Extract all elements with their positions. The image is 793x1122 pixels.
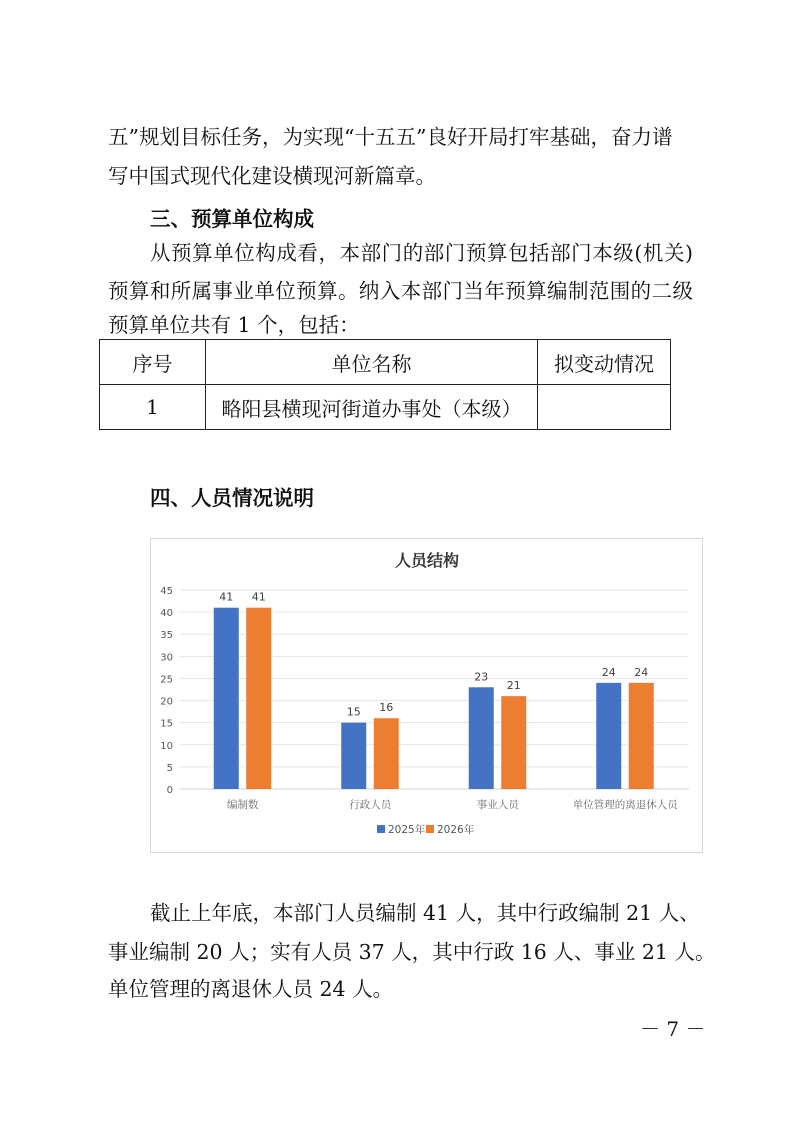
legend-swatch bbox=[377, 825, 385, 833]
y-tick-label: 10 bbox=[160, 740, 173, 752]
table-row bbox=[100, 385, 671, 430]
bar-2026年 bbox=[246, 608, 271, 789]
y-tick-label: 45 bbox=[160, 586, 173, 597]
bar-2026年 bbox=[501, 696, 526, 789]
data-label: 15 bbox=[346, 705, 361, 719]
header-cell: 单位名称 bbox=[206, 340, 538, 385]
body-text-line: 预算和所属事业单位预算。纳入本部门当年预算编制范围的二级 bbox=[108, 279, 693, 303]
y-tick-label: 20 bbox=[160, 696, 173, 708]
table-header-row bbox=[100, 340, 671, 385]
budget-unit-table bbox=[99, 339, 671, 430]
header-cell: 序号 bbox=[100, 340, 206, 385]
body-text-line: 五”规划目标任务，为实现“十五五”良好开局打牢基础，奋力谱 bbox=[108, 125, 673, 149]
bar-2025年 bbox=[469, 687, 494, 789]
legend-label: 2026年 bbox=[437, 824, 475, 836]
x-tick-label: 行政人员 bbox=[349, 799, 392, 811]
x-tick-label: 单位管理的离退休人员 bbox=[572, 799, 678, 811]
table-cell bbox=[538, 385, 671, 430]
bar-2025年 bbox=[214, 608, 239, 789]
y-tick-label: 35 bbox=[160, 630, 173, 642]
header-cell: 拟变动情况 bbox=[538, 340, 671, 385]
data-label: 41 bbox=[251, 590, 266, 604]
page-number: － 7 － bbox=[640, 1017, 706, 1041]
bar-2025年 bbox=[341, 723, 366, 789]
legend-swatch bbox=[426, 825, 434, 833]
y-tick-label: 40 bbox=[160, 608, 173, 620]
y-tick-label: 0 bbox=[166, 785, 173, 796]
data-label: 23 bbox=[474, 670, 489, 684]
y-tick-label: 30 bbox=[160, 652, 173, 664]
section-heading: 四、人员情况说明 bbox=[150, 486, 314, 510]
bar-2026年 bbox=[374, 718, 399, 789]
table-cell: 略阳县横现河街道办事处（本级） bbox=[206, 385, 538, 430]
bar-2025年 bbox=[596, 683, 621, 789]
body-text-line: 事业编制 20 人；实有人员 37 人，其中行政 16 人、事业 21 人。 bbox=[108, 940, 716, 964]
body-text-line: 从预算单位构成看，本部门的部门预算包括部门本级(机关) bbox=[150, 241, 693, 265]
personnel-chart bbox=[150, 538, 703, 853]
legend-label: 2025年 bbox=[388, 824, 426, 836]
body-text-line: 写中国式现代化建设横现河新篇章。 bbox=[108, 164, 436, 188]
data-label: 24 bbox=[634, 665, 649, 679]
body-text-line: 单位管理的离退休人员 24 人。 bbox=[108, 977, 394, 1001]
y-tick-label: 15 bbox=[160, 718, 173, 730]
chart-title: 人员结构 bbox=[394, 551, 460, 570]
section-heading: 三、预算单位构成 bbox=[150, 207, 314, 231]
data-label: 21 bbox=[506, 679, 521, 693]
body-text-line: 预算单位共有 1 个，包括： bbox=[108, 313, 360, 337]
x-tick-label: 事业人员 bbox=[476, 799, 519, 811]
x-tick-label: 编制数 bbox=[227, 799, 259, 811]
y-tick-label: 25 bbox=[160, 674, 173, 686]
bar-2026年 bbox=[629, 683, 654, 789]
table-cell: 1 bbox=[100, 385, 206, 430]
data-label: 16 bbox=[379, 701, 394, 715]
data-label: 41 bbox=[219, 590, 234, 604]
body-text-line: 截止上年底，本部门人员编制 41 人，其中行政编制 21 人、 bbox=[150, 901, 700, 925]
data-label: 24 bbox=[601, 665, 616, 679]
y-tick-label: 5 bbox=[166, 762, 173, 774]
